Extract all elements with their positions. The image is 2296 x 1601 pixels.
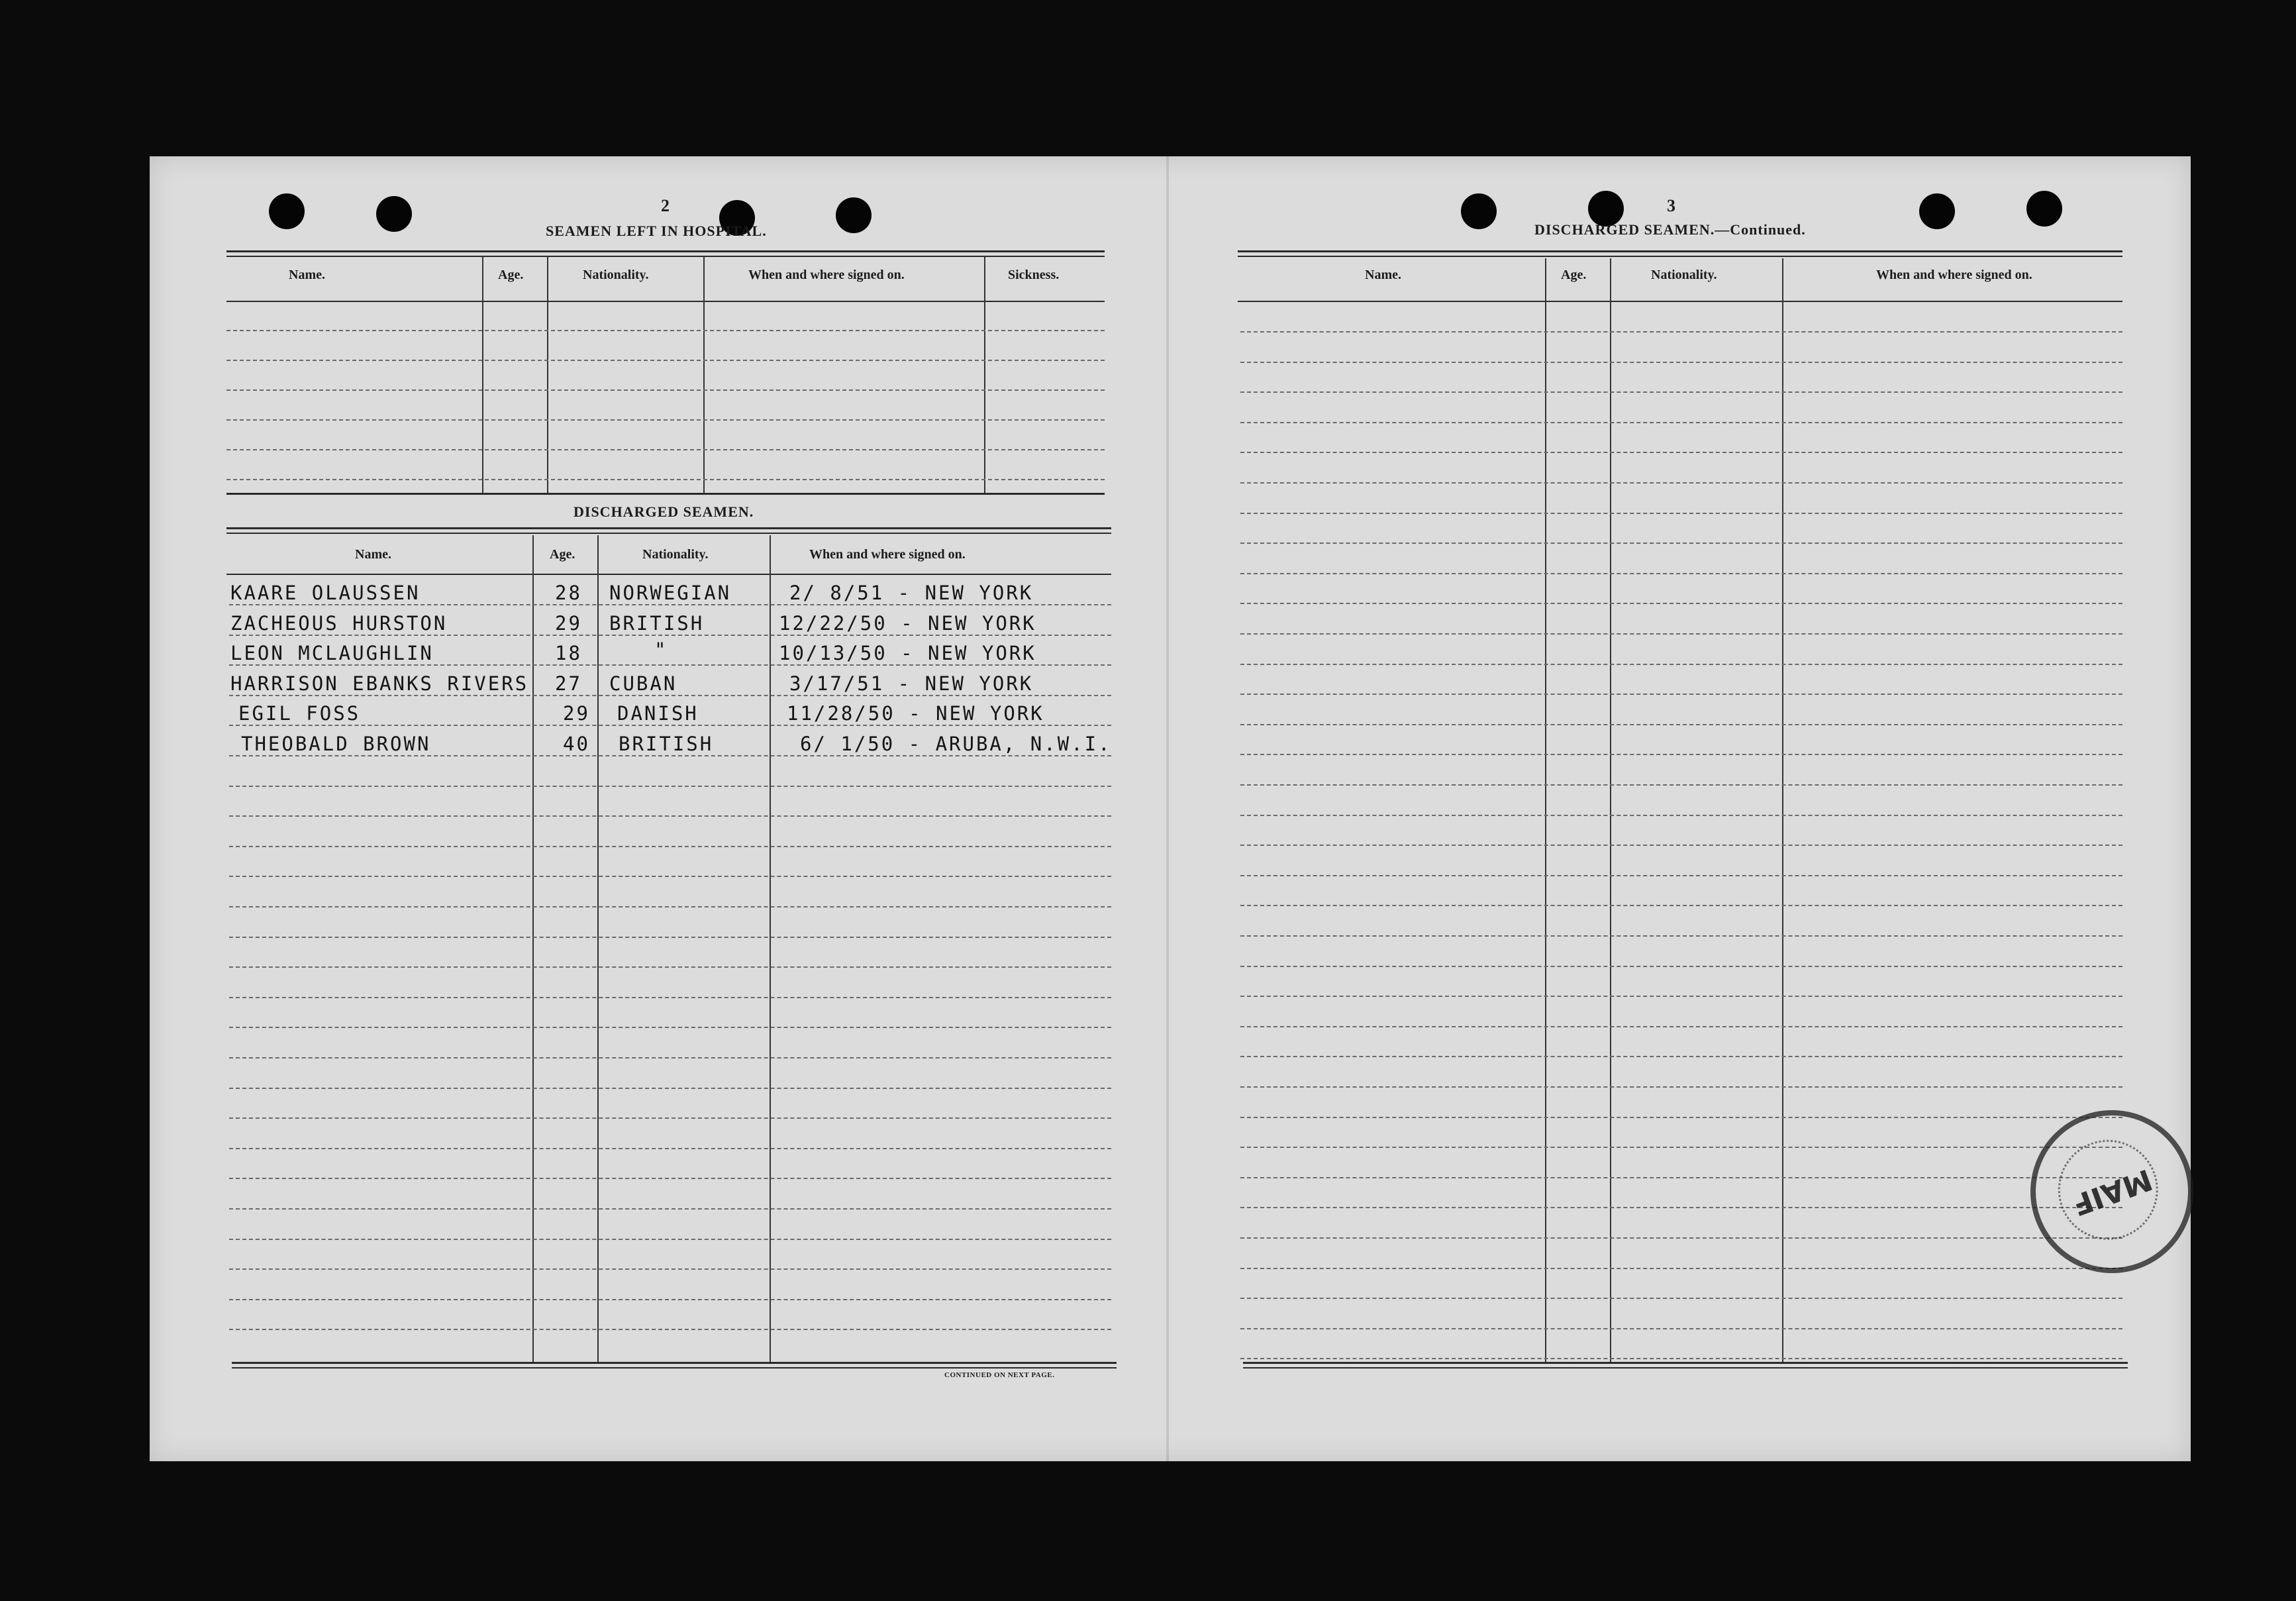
ruled-line <box>229 1239 1111 1240</box>
ruled-line <box>1240 513 2122 514</box>
seaman-signed-on: 10/13/50 - NEW YORK <box>779 642 1036 664</box>
seaman-name: ZACHEOUS HURSTON <box>230 612 448 635</box>
header-rule <box>226 301 1105 302</box>
column-divider <box>547 257 548 493</box>
ruled-line <box>229 1208 1111 1210</box>
ruled-line <box>1240 905 2122 906</box>
column-divider <box>1610 258 1611 1362</box>
column-header-nationality: Nationality. <box>583 268 649 282</box>
ruled-line <box>1240 966 2122 967</box>
seaman-age: 29 <box>563 702 590 725</box>
ruled-line <box>1240 542 2122 544</box>
page-number: 2 <box>661 196 670 215</box>
ruled-line <box>1240 724 2122 725</box>
column-header-age: Age. <box>1561 268 1587 282</box>
ruled-line <box>229 1088 1111 1089</box>
ruled-line <box>1240 391 2122 393</box>
ruled-line <box>229 1057 1111 1059</box>
ruled-line <box>1240 784 2122 786</box>
ruled-line <box>229 786 1111 787</box>
right-section-title: DISCHARGED SEAMEN.—Continued. <box>1534 221 1806 238</box>
seaman-name: KAARE OLAUSSEN <box>230 582 421 604</box>
ruled-line <box>1240 1358 2122 1359</box>
table-bottom-rule <box>226 493 1105 495</box>
column-header-nationality: Nationality. <box>642 547 709 562</box>
ruled-line <box>226 479 1105 480</box>
ruled-line <box>229 725 1111 726</box>
table-bottom-rule <box>1243 1362 2128 1364</box>
seaman-signed-on: 6/ 1/50 - ARUBA, N.W.I. <box>800 733 1112 755</box>
column-header-signed: When and where signed on. <box>1876 268 2032 282</box>
seaman-age: 40 <box>563 733 590 755</box>
table-top-rule <box>226 250 1105 252</box>
ruled-line <box>226 330 1105 331</box>
ruled-line <box>1240 362 2122 363</box>
ruled-line <box>229 1027 1111 1028</box>
seaman-name: HARRISON EBANKS RIVERS <box>230 672 529 695</box>
ruled-line <box>226 389 1105 391</box>
ruled-line <box>226 449 1105 450</box>
seaman-signed-on: 11/28/50 - NEW YORK <box>787 702 1044 725</box>
ruled-line <box>229 846 1111 847</box>
seaman-nationality: BRITISH <box>609 612 705 635</box>
seaman-signed-on: 2/ 8/51 - NEW YORK <box>789 582 1034 604</box>
ruled-line <box>229 1299 1111 1300</box>
ruled-line <box>229 1268 1111 1270</box>
table-top-rule <box>1238 250 2122 252</box>
header-rule <box>226 574 1111 575</box>
seaman-name: EGIL FOSS <box>238 702 361 725</box>
ruled-line <box>1240 996 2122 997</box>
column-header-name: Name. <box>289 268 325 282</box>
ruled-line <box>229 1178 1111 1179</box>
ruled-line <box>1240 452 2122 453</box>
ruled-line <box>1240 1056 2122 1057</box>
ruled-line <box>229 1329 1111 1330</box>
column-divider <box>984 257 985 493</box>
ruled-line <box>1240 935 2122 937</box>
ruled-line <box>229 755 1111 756</box>
ruled-line <box>1240 482 2122 484</box>
seaman-nationality: CUBAN <box>609 672 677 695</box>
table-top-rule <box>226 256 1105 257</box>
column-header-name: Name. <box>355 547 391 562</box>
ruled-line <box>226 419 1105 421</box>
column-header-signed: When and where signed on. <box>748 268 905 282</box>
ruled-line <box>1240 694 2122 695</box>
ruled-line <box>1240 603 2122 604</box>
column-header-nationality: Nationality. <box>1651 268 1717 282</box>
ruled-line <box>229 1117 1111 1119</box>
page-number: 3 <box>1667 196 1675 215</box>
seaman-nationality: " <box>654 639 668 661</box>
table-bottom-rule <box>232 1362 1117 1364</box>
document-sheet <box>150 156 2191 1461</box>
ruled-line <box>229 966 1111 968</box>
column-header-signed: When and where signed on. <box>809 547 966 562</box>
seaman-nationality: BRITISH <box>619 733 714 755</box>
column-divider <box>703 257 705 493</box>
ruled-line <box>1240 845 2122 846</box>
right-page <box>1169 156 2191 1461</box>
column-divider <box>1782 258 1783 1362</box>
ruled-line <box>1240 754 2122 755</box>
ruled-line <box>1240 815 2122 816</box>
ruled-line <box>1240 422 2122 423</box>
seaman-age: 27 <box>555 672 582 695</box>
ruled-line <box>1240 331 2122 333</box>
seaman-age: 29 <box>555 612 582 635</box>
ruled-line <box>229 604 1111 605</box>
column-header-name: Name. <box>1365 268 1401 282</box>
ruled-line <box>1240 1207 2122 1208</box>
seaman-age: 28 <box>555 582 582 604</box>
seaman-nationality: DANISH <box>617 702 699 725</box>
ruled-line <box>229 876 1111 877</box>
ruled-line <box>229 937 1111 938</box>
ruled-line <box>1240 1328 2122 1329</box>
ruled-line <box>229 815 1111 817</box>
table-top-rule <box>226 527 1111 529</box>
ruled-line <box>229 664 1111 666</box>
ruled-line <box>229 997 1111 998</box>
ruled-line <box>1240 1147 2122 1148</box>
ruled-line <box>1240 1086 2122 1088</box>
discharged-section-title: DISCHARGED SEAMEN. <box>574 503 754 520</box>
seaman-age: 18 <box>555 642 582 664</box>
left-page <box>150 156 1166 1461</box>
ruled-line <box>1240 633 2122 635</box>
seaman-nationality: NORWEGIAN <box>609 582 732 604</box>
table-top-rule <box>226 533 1111 534</box>
ruled-line <box>1240 1298 2122 1299</box>
ruled-line <box>1240 1026 2122 1027</box>
table-bottom-rule <box>1243 1367 2128 1369</box>
column-header-age: Age. <box>550 547 575 562</box>
column-header-sickness: Sickness. <box>1008 268 1060 282</box>
ruled-line <box>1240 1237 2122 1239</box>
seaman-name: THEOBALD BROWN <box>241 733 431 755</box>
table-bottom-rule <box>232 1367 1117 1369</box>
ruled-line <box>229 1148 1111 1149</box>
seaman-name: LEON MCLAUGHLIN <box>230 642 434 664</box>
ruled-line <box>1240 875 2122 876</box>
ruled-line <box>226 360 1105 361</box>
continued-note: CONTINUED ON NEXT PAGE. <box>944 1371 1055 1379</box>
seaman-signed-on: 12/22/50 - NEW YORK <box>779 612 1036 635</box>
column-divider <box>482 257 483 493</box>
header-rule <box>1238 301 2122 302</box>
ruled-line <box>1240 573 2122 574</box>
ruled-line <box>229 906 1111 907</box>
ruled-line <box>1240 664 2122 665</box>
ruled-line <box>1240 1177 2122 1178</box>
column-divider <box>1545 258 1546 1362</box>
hospital-section-title: SEAMEN LEFT IN HOSPITAL. <box>546 223 767 239</box>
column-header-age: Age. <box>498 268 524 282</box>
ruled-line <box>229 695 1111 696</box>
seaman-signed-on: 3/17/51 - NEW YORK <box>789 672 1034 695</box>
ruled-line <box>1240 1268 2122 1269</box>
table-top-rule <box>1238 256 2122 257</box>
stamp-text: MAIF <box>2068 1162 2157 1222</box>
ruled-line <box>1240 1117 2122 1118</box>
